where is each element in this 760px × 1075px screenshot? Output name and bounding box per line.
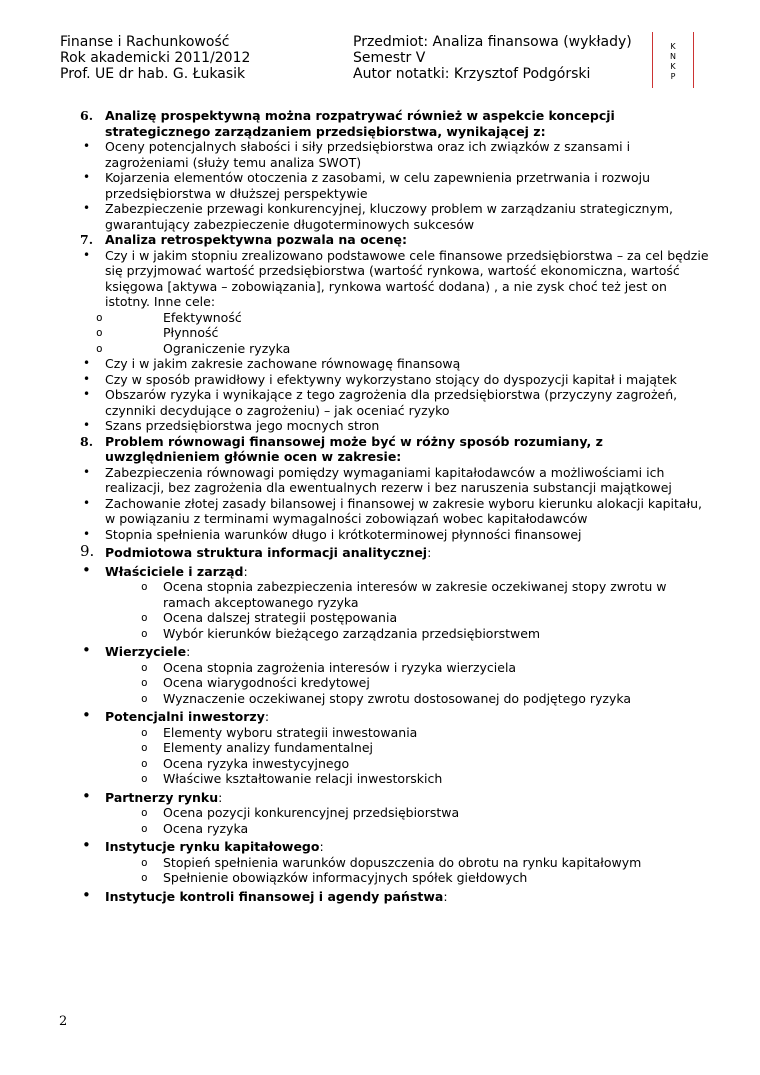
section-6-list [60, 139, 710, 232]
sub-list-item: o Płynność [60, 325, 710, 341]
list-item: • Oceny potencjalnych słabości i siły przedsiębiorstwa oraz ich związków z szansami i zagrożeniami (służy temu analiza SWOT) [60, 139, 710, 170]
group-colon: : [319, 839, 324, 854]
section-9-list [60, 564, 710, 905]
title-colon: : [427, 545, 432, 560]
logo-letter: K [670, 42, 676, 51]
header-author: Autor notatki: Krzysztof Podgórski [353, 66, 591, 82]
group-colon: : [264, 709, 270, 724]
section-title: Podmiotowa struktura informacji analitycznej [105, 545, 428, 560]
section-number: 7. [80, 232, 94, 247]
list-item: • Zabezpieczenie przewagi konkurencyjnej, kluczowy problem w zarządzaniu strategicznym, gwarantujący zabezpieczenie długoterminowych sukcesów [60, 201, 710, 232]
header-year: Rok akademicki 2011/2012 [60, 50, 251, 66]
section-7 [60, 232, 710, 248]
group-colon: : [218, 789, 223, 805]
list-item-text: • Czy i w jakim stopniu zrealizowano podstawowe cele finansowe przedsiębiorstwa – za cel będzie się przyjmować wartość przedsiębiorstwa (wartość rynkowa, wartość ekonomiczna, wartość księgowa [aktywa – zobowiązania], rynkowa wartość dodana) , a nie zysk choć też jest on istotny. Inne cele: [105, 247, 709, 309]
sub-list [105, 855, 710, 886]
sub-list [105, 660, 710, 707]
list-item: • Kojarzenia elementów otoczenia z zasobami, w celu zapewnienia przetrwania i rozwoju przedsiębiorstwa w dłuższej perspektywie [60, 170, 710, 201]
group-label: Wierzyciele [105, 644, 187, 659]
sub-list-item: o Wyznaczenie oczekiwanej stopy zwrotu dostosowanej do podjętego ryzyka [105, 691, 710, 707]
page-number: 2 [59, 1014, 68, 1029]
sub-list-item: o Ocena dalszej strategii postępowania [105, 610, 710, 626]
sub-list-item: o Ocena stopnia zabezpieczenia interesów w zakresie oczekiwanej stopy zwrotu w ramach akceptowanego ryzyka [105, 579, 710, 610]
group-item [60, 644, 710, 706]
group-item [60, 709, 710, 787]
logo-letter: P [670, 72, 676, 81]
sub-list-item: o Właściwe kształtowanie relacji inwestorskich [105, 771, 710, 787]
group-label: Potencjalni inwestorzy [105, 709, 265, 724]
sub-list-item: o Stopień spełnienia warunków dopuszczenia do obrotu na rynku kapitałowym [105, 855, 710, 871]
group-colon: : [186, 644, 191, 659]
list-item: • Czy w sposób prawidłowy i efektywny wykorzystano stojący do dyspozycji kapitał i majątek [60, 372, 710, 388]
list-item: • Czy i w jakim zakresie zachowane równowagę finansową [60, 356, 710, 372]
section-number: 8. [80, 433, 94, 449]
logo-letter: N [670, 52, 676, 61]
section-title: Analiza retrospektywna pozwala na ocenę: [105, 232, 407, 247]
group-label: Właściciele i zarząd [105, 563, 244, 579]
header-right [353, 34, 632, 82]
group-item [60, 564, 710, 642]
sub-list [105, 725, 710, 787]
section-8-list [60, 465, 710, 543]
list-item: • Szans przedsiębiorstwa jego mocnych stron [60, 418, 710, 434]
sub-list-item: o Ocena wiarygodności kredytowej [105, 675, 710, 691]
sub-list-item: o Ograniczenie ryzyka [60, 341, 710, 357]
sub-list-item: o Elementy analizy fundamentalnej [105, 740, 710, 756]
group-item [60, 889, 710, 905]
group-item [60, 839, 710, 886]
sub-list-item: o Elementy wyboru strategii inwestowania [105, 725, 710, 741]
section-8 [60, 434, 710, 465]
list-item: • Zachowanie złotej zasady bilansowej i finansowej w zakresie wyboru kierunku alokacji kapitału, w powiązaniu z terminami wymagalności zobowiązań wobec kapitałodawców [60, 496, 710, 527]
document-body [60, 108, 710, 904]
list-item: • Obszarów ryzyka i wynikające z tego zagrożenia dla przedsiębiorstwa (przyczyny zagrożeń, czynniki decydujące o zagrożeniu) – jak oceniać ryzyko [60, 387, 710, 418]
section-title-row [105, 545, 710, 561]
sub-list-item: o Spełnienie obowiązków informacyjnych spółek giełdowych [105, 870, 710, 886]
group-label: Instytucje rynku kapitałowego [105, 839, 320, 854]
section-6 [60, 108, 710, 139]
section-7-list [60, 248, 710, 434]
section-number: 9. [80, 542, 95, 560]
sub-list-item: o Ocena stopnia zagrożenia interesów i ryzyka wierzyciela [105, 660, 710, 676]
sub-list [105, 579, 710, 641]
header-professor: Prof. UE dr hab. G. Łukasik [60, 66, 246, 82]
group-label: Instytucje kontroli finansowej i agendy państwa [105, 888, 444, 904]
list-item [60, 248, 710, 357]
sub-list-item: o Efektywność [60, 310, 710, 326]
header-course: Finanse i Rachunkowość [60, 34, 230, 50]
logo-letter: K [670, 62, 676, 71]
sub-list-item: o Ocena ryzyka inwestycyjnego [105, 756, 710, 772]
sub-list-item: o Ocena pozycji konkurencyjnej przedsiębiorstwa [105, 805, 710, 821]
sub-list [60, 310, 710, 357]
knkp-logo [652, 32, 694, 88]
group-item [60, 790, 710, 837]
group-colon: : [443, 888, 448, 904]
header-semester: Semestr V [353, 50, 426, 66]
sub-list [105, 805, 710, 836]
sub-list-item: o Wybór kierunków bieżącego zarządzania przedsiębiorstwem [105, 626, 710, 642]
list-item: • Stopnia spełnienia warunków długo i krótkoterminowej płynności finansowej [60, 527, 710, 543]
section-title: Problem równowagi finansowej może być w różny sposób rozumiany, z uwzględnieniem głównie ocen w zakresie: [105, 433, 603, 464]
list-item: • Zabezpieczenia równowagi pomiędzy wymaganiami kapitałodawców a możliwościami ich realizacji, bez zagrożenia dla ewentualnych rezerw i bez naruszenia substancji majątkowej [60, 465, 710, 496]
group-colon: : [243, 563, 248, 579]
section-title: Analizę prospektywną można rozpatrywać również w aspekcie koncepcji strategicznego zarządzaniem przedsiębiorstwa, wynikającej z: [105, 108, 615, 139]
section-number: 6. [80, 108, 94, 123]
sub-list-item: o Ocena ryzyka [105, 821, 710, 837]
section-9 [60, 542, 710, 561]
header-left [60, 34, 250, 82]
group-label: Partnerzy rynku [105, 789, 219, 805]
header-subject: Przedmiot: Analiza finansowa (wykłady) [353, 34, 632, 50]
